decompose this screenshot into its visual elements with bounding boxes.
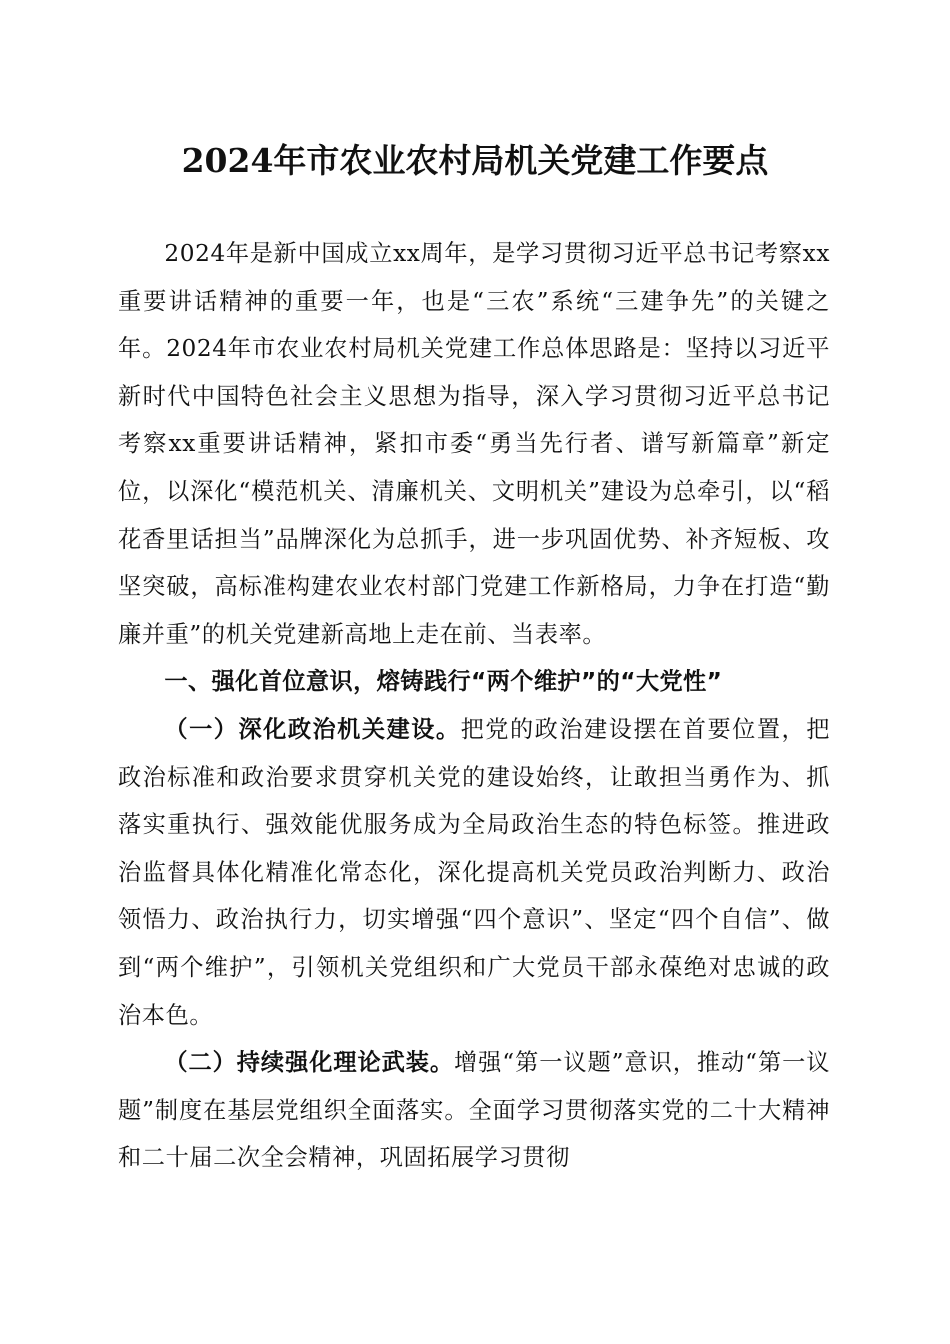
document-body [118, 230, 830, 1182]
item-lead-2: （二）持续强化理论武装。 [164, 1049, 455, 1077]
section-heading-1: 一、强化首位意识，熔铸践行“两个维护”的“大党性” [164, 668, 723, 696]
intro-paragraph: 2024年是新中国成立xx周年，是学习贯彻习近平总书记考察xx重要讲话精神的重要一年，也是“三农”系统“三建争先”的关键之年。2024年市农业农村局机关党建工作总体思路是：坚持以习近平新时代中国特色社会主义思想为指导，深入学习贯彻习近平总书记考察xx重要讲话精神，紧扣市委“勇当先行者、谱写新篇章”新定位，以深化“模范机关、清廉机关、文明机关”建设为总牵引，以“稻花香里话担当”品牌深化为总抓手，进一步巩固优势、补齐短板、攻坚突破，高标准构建农业农村部门党建工作新格局，力争在打造“勤廉并重”的机关党建新高地上走在前、当表率。 [118, 240, 830, 648]
item-text-1: 把党的政治建设摆在首要位置，把政治标准和政治要求贯穿机关党的建设始终，让敢担当勇作为、抓落实重执行、强效能优服务成为全局政治生态的特色标签。推进政治监督具体化精准化常态化，深化提高机关党员政治判断力、政治领悟力、政治执行力，切实增强“四个意识”、坚定“四个自信”、做到“两个维护”，引领机关党组织和广大党员干部永葆绝对忠诚的政治本色。 [118, 715, 831, 1029]
item-lead-1: （一）深化政治机关建设。 [164, 715, 461, 743]
item-text-2: 增强“第一议题”意识，推动“第一议题”制度在基层党组织全面落实。全面学习贯彻落实党的二十大精神和二十届二次全会精神，巩固拓展学习贯彻 [118, 1049, 830, 1172]
item-paragraph-2 [118, 1039, 830, 1182]
item-paragraph-1 [118, 706, 830, 1039]
document-title: 2024年市农业农村局机关党建工作要点 [181, 141, 769, 180]
